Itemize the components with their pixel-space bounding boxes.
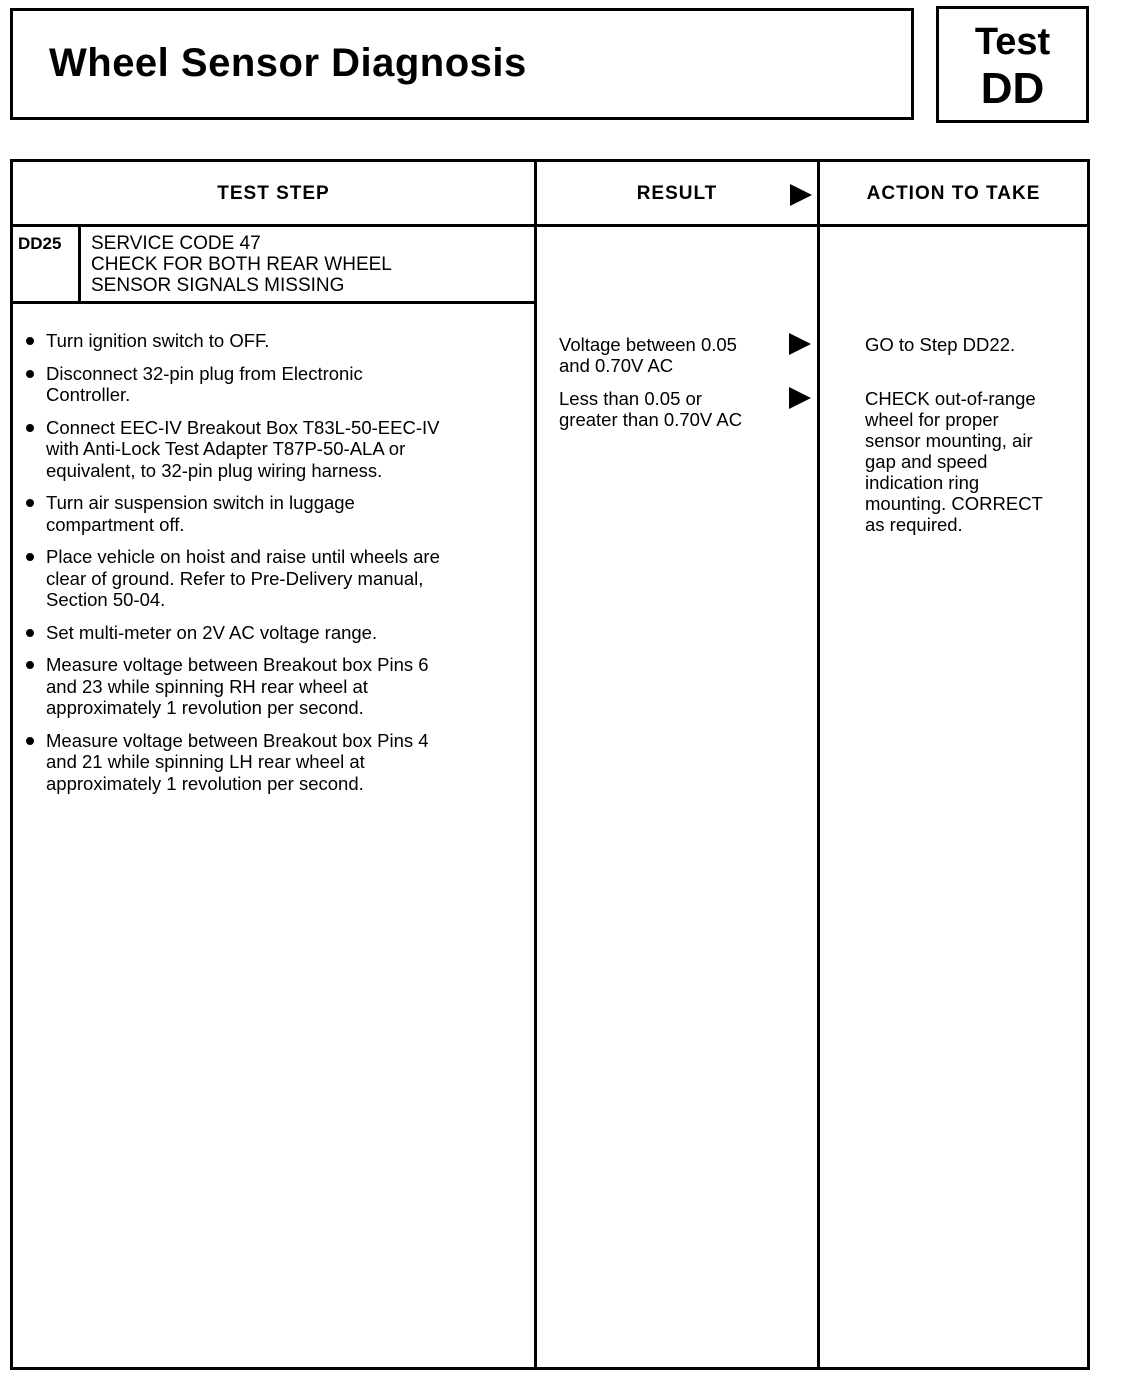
arrow-icon: [789, 333, 811, 355]
bullet-icon: [26, 337, 34, 345]
column-divider: [534, 162, 537, 1367]
instruction-list: [24, 330, 524, 805]
instruction-item: Turn ignition switch to OFF.: [24, 330, 524, 352]
instruction-item: Disconnect 32-pin plug from Electronic Controller.: [24, 363, 524, 406]
arrow-icon: [789, 387, 811, 409]
instruction-item: Place vehicle on hoist and raise until wheels are clear of ground. Refer to Pre-Delivery manual, Section 50-04.: [24, 546, 524, 611]
bullet-icon: [26, 737, 34, 745]
step-number: DD25: [18, 234, 62, 253]
column-divider: [817, 162, 820, 1367]
instruction-item: Connect EEC-IV Breakout Box T83L-50-EEC-IV with Anti-Lock Test Adapter T87P-50-ALA or equivalent, to 32-pin plug wiring harness.: [24, 417, 524, 482]
arrow-icon: [790, 184, 812, 206]
title-box: [10, 8, 914, 120]
column-header-action: ACTION TO TAKE: [866, 183, 1041, 204]
action-check-sensor: CHECK out-of-range wheel for proper sensor mounting, air gap and speed indication ring mounting. CORRECT as required.: [865, 388, 1043, 535]
test-id-box: [936, 6, 1089, 123]
bullet-icon: [26, 661, 34, 669]
instruction-item: Measure voltage between Breakout box Pins 4 and 21 while spinning LH rear wheel at approximately 1 revolution per second.: [24, 730, 524, 795]
column-header-result: RESULT: [636, 183, 718, 204]
test-label: Test: [974, 21, 1051, 63]
bullet-icon: [26, 424, 34, 432]
column-header-test-step: TEST STEP: [217, 183, 330, 204]
result-out-of-range: Less than 0.05 or greater than 0.70V AC: [559, 388, 743, 430]
bullet-icon: [26, 629, 34, 637]
page-title: Wheel Sensor Diagnosis: [49, 41, 527, 85]
bullet-icon: [26, 370, 34, 378]
result-in-range: Voltage between 0.05 and 0.70V AC: [559, 334, 737, 376]
action-go-to-step: GO to Step DD22.: [865, 334, 1016, 355]
step-title: SERVICE CODE 47 CHECK FOR BOTH REAR WHEEL SENSOR SIGNALS MISSING: [91, 233, 392, 296]
test-code: DD: [980, 64, 1045, 113]
step-title-divider: [13, 301, 534, 304]
bullet-icon: [26, 553, 34, 561]
step-id-divider: [78, 224, 81, 303]
instruction-item: Measure voltage between Breakout box Pins 6 and 23 while spinning RH rear wheel at approximately 1 revolution per second.: [24, 654, 524, 719]
instruction-item: Set multi-meter on 2V AC voltage range.: [24, 622, 524, 644]
bullet-icon: [26, 499, 34, 507]
instruction-item: Turn air suspension switch in luggage compartment off.: [24, 492, 524, 535]
header-divider: [13, 224, 1087, 227]
